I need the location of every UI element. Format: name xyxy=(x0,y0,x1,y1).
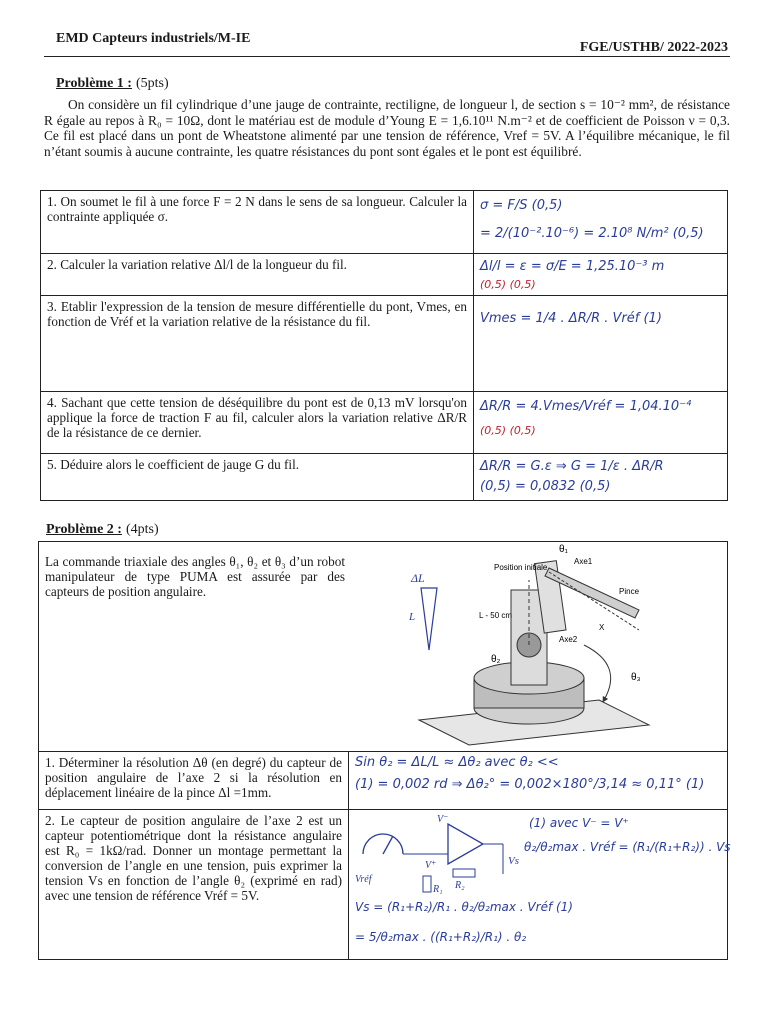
figure-position-initiale: Position initiale xyxy=(494,563,548,572)
problem2-intro: La commande triaxiale des angles θ₁, θ₂ et θ₃ d’un robot manipulateur de type PUMA est assurée par des capteurs de position angulaire. xyxy=(45,554,345,599)
p2-answer-1-line2: (1) = 0,002 rd ⇒ Δθ₂° = 0,002×180°/3,14 ≈ 0,11° (1) xyxy=(355,777,705,792)
table-row xyxy=(41,254,728,296)
answer-5 xyxy=(474,454,728,501)
figure-axe1: Axe1 xyxy=(574,557,593,566)
problem2-question-1: 1. Déterminer la résolution Δθ (en degré) du capteur de position angulaire de l’axe 2 si la résolution en déplacement linéaire de la pince Δl =1mm. xyxy=(39,752,349,810)
answer-1 xyxy=(474,191,728,254)
p2-answer-2-line4: = 5/θ₂max . ((R₁+R₂)/R₁) . θ₂ xyxy=(355,930,527,944)
sketch-dL: ΔL xyxy=(411,571,425,585)
handwritten-sketch xyxy=(409,570,459,660)
circuit-vs: Vs xyxy=(508,855,519,867)
answer-4-line2: (0,5) (0,5) xyxy=(480,424,536,437)
problem2-answer-2 xyxy=(349,810,731,960)
question-4: 4. Sachant que cette tension de déséquilibre du pont est de 0,13 mV lorsqu'on applique la force de traction F au fil, calculer alors la variation relative ΔR/R de la résistance de ce dernier. xyxy=(41,392,474,454)
answer-2 xyxy=(474,254,728,296)
problem1-points: (5pts) xyxy=(135,76,169,91)
answer-3-line1: Vmes = 1/4 . ΔR/R . Vréf (1) xyxy=(480,311,662,326)
answer-2-line1: Δl/l = ε = σ/E = 1,25.10⁻³ m xyxy=(480,259,665,274)
figure-pince: Pince xyxy=(619,587,640,596)
problem2-points: (4pts) xyxy=(125,522,159,537)
question-2: 2. Calculer la variation relative Δl/l de la longueur du fil. xyxy=(41,254,474,296)
sketch-L: L xyxy=(409,611,416,623)
header-left: EMD Capteurs industriels/M-IE xyxy=(56,31,251,46)
answer-5-line1: ΔR/R = G.ε ⇒ G = 1/ε . ΔR/R xyxy=(480,459,664,474)
problem2-question-2: 2. Le capteur de position angulaire de l’axe 2 est un capteur potentiométrique dont la résistance angulaire est R₀ = 1kΩ/rad. Donner un montage permettant la conversion de l’angle en une tension, puis exprimer la tension Vs en fonction de l’angle θ₂ (exprimé en rad) avec une tension de référence Vréf = 5V. xyxy=(39,810,349,960)
answer-4-line1: ΔR/R = 4.Vmes/Vréf = 1,04.10⁻⁴ xyxy=(480,399,692,414)
question-1: 1. On soumet le fil à une force F = 2 N dans le sens de sa longueur. Calculer la contrainte appliquée σ. xyxy=(41,191,474,254)
problem1-heading xyxy=(56,74,169,92)
figure-theta3: θ₃ xyxy=(631,672,641,683)
table-row xyxy=(39,752,728,810)
answer-4 xyxy=(474,392,728,454)
header-right: FGE/USTHB/ 2022-2023 xyxy=(579,40,728,55)
question-3: 3. Etablir l'expression de la tension de mesure différentielle du pont, Vmes, en fonction de Vréf et la variation relative de la résistance du fil. xyxy=(41,296,474,392)
p2-answer-2-line2: θ₂/θ₂max . Vréf = (R₁/(R₁+R₂)) . Vs xyxy=(524,840,731,854)
problem1-title: Problème 1 : xyxy=(56,76,132,91)
potentiometer-circuit xyxy=(353,814,523,894)
opamp-symbol xyxy=(448,824,483,864)
table-row xyxy=(41,296,728,392)
header-divider xyxy=(44,56,730,57)
figure-theta1: θ₁ xyxy=(559,544,568,555)
table-row xyxy=(41,454,728,501)
figure-length: L - 50 cm xyxy=(479,611,513,620)
problem2-title: Problème 2 : xyxy=(46,522,122,537)
figure-axe2: Axe2 xyxy=(559,635,578,644)
answer-3 xyxy=(474,296,728,392)
problem2-answer-1 xyxy=(349,752,728,810)
answer-1-line1: σ = F/S (0,5) xyxy=(480,198,563,213)
table-row xyxy=(39,542,728,752)
question-5: 5. Déduire alors le coefficient de jauge G du fil. xyxy=(41,454,474,501)
circuit-r2: R₂ xyxy=(455,880,465,891)
table-row xyxy=(41,191,728,254)
figure-x: X xyxy=(599,623,605,632)
answer-2-line2: (0,5) (0,5) xyxy=(480,278,536,291)
problem2-table xyxy=(38,541,731,960)
table-row xyxy=(39,810,728,960)
table-row xyxy=(41,392,728,454)
answer-1-line2: = 2/(10⁻².10⁻⁶) = 2.10⁸ N/m² (0,5) xyxy=(480,226,704,241)
answer-5-line2: (0,5) = 0,0832 (0,5) xyxy=(480,479,611,494)
problem2-intro-cell xyxy=(39,542,728,752)
p2-answer-2-line1: (1) avec V⁻ = V⁺ xyxy=(529,816,629,830)
problem1-statement: On considère un fil cylindrique d’une jauge de contrainte, rectiligne, de longueur l, de section s = 10⁻² mm², de résistance R égale au repos à R₀ = 10Ω, dont le matériau est de module d’Young E = 1,6.10¹¹ N.m⁻² et de coefficient de Poisson ν = 0,3. Ce fil est placé dans un pont de Wheatstone alimenté par une tension de référence, Vref = 5V. A l’équilibre mécanique, le fil n’étant soumis à aucune contrainte, les quatre résistances du pont sont égales et le pont est équilibré. xyxy=(44,97,730,159)
problem1-table xyxy=(40,190,728,501)
p2-answer-2-line3: Vs = (R₁+R₂)/R₁ . θ₂/θ₂max . Vréf (1) xyxy=(355,900,573,914)
circuit-vplus: V⁺ xyxy=(425,860,437,871)
circuit-vminus: V⁻ xyxy=(437,814,449,825)
p2-answer-1-line1: Sin θ₂ = ΔL/L ≈ Δθ₂ avec θ₂ << xyxy=(355,755,559,770)
circuit-vref: Vréf xyxy=(355,874,372,885)
problem2-heading xyxy=(46,520,159,538)
circuit-r1: R₁ xyxy=(433,884,443,895)
figure-theta2: θ₂ xyxy=(491,654,501,665)
